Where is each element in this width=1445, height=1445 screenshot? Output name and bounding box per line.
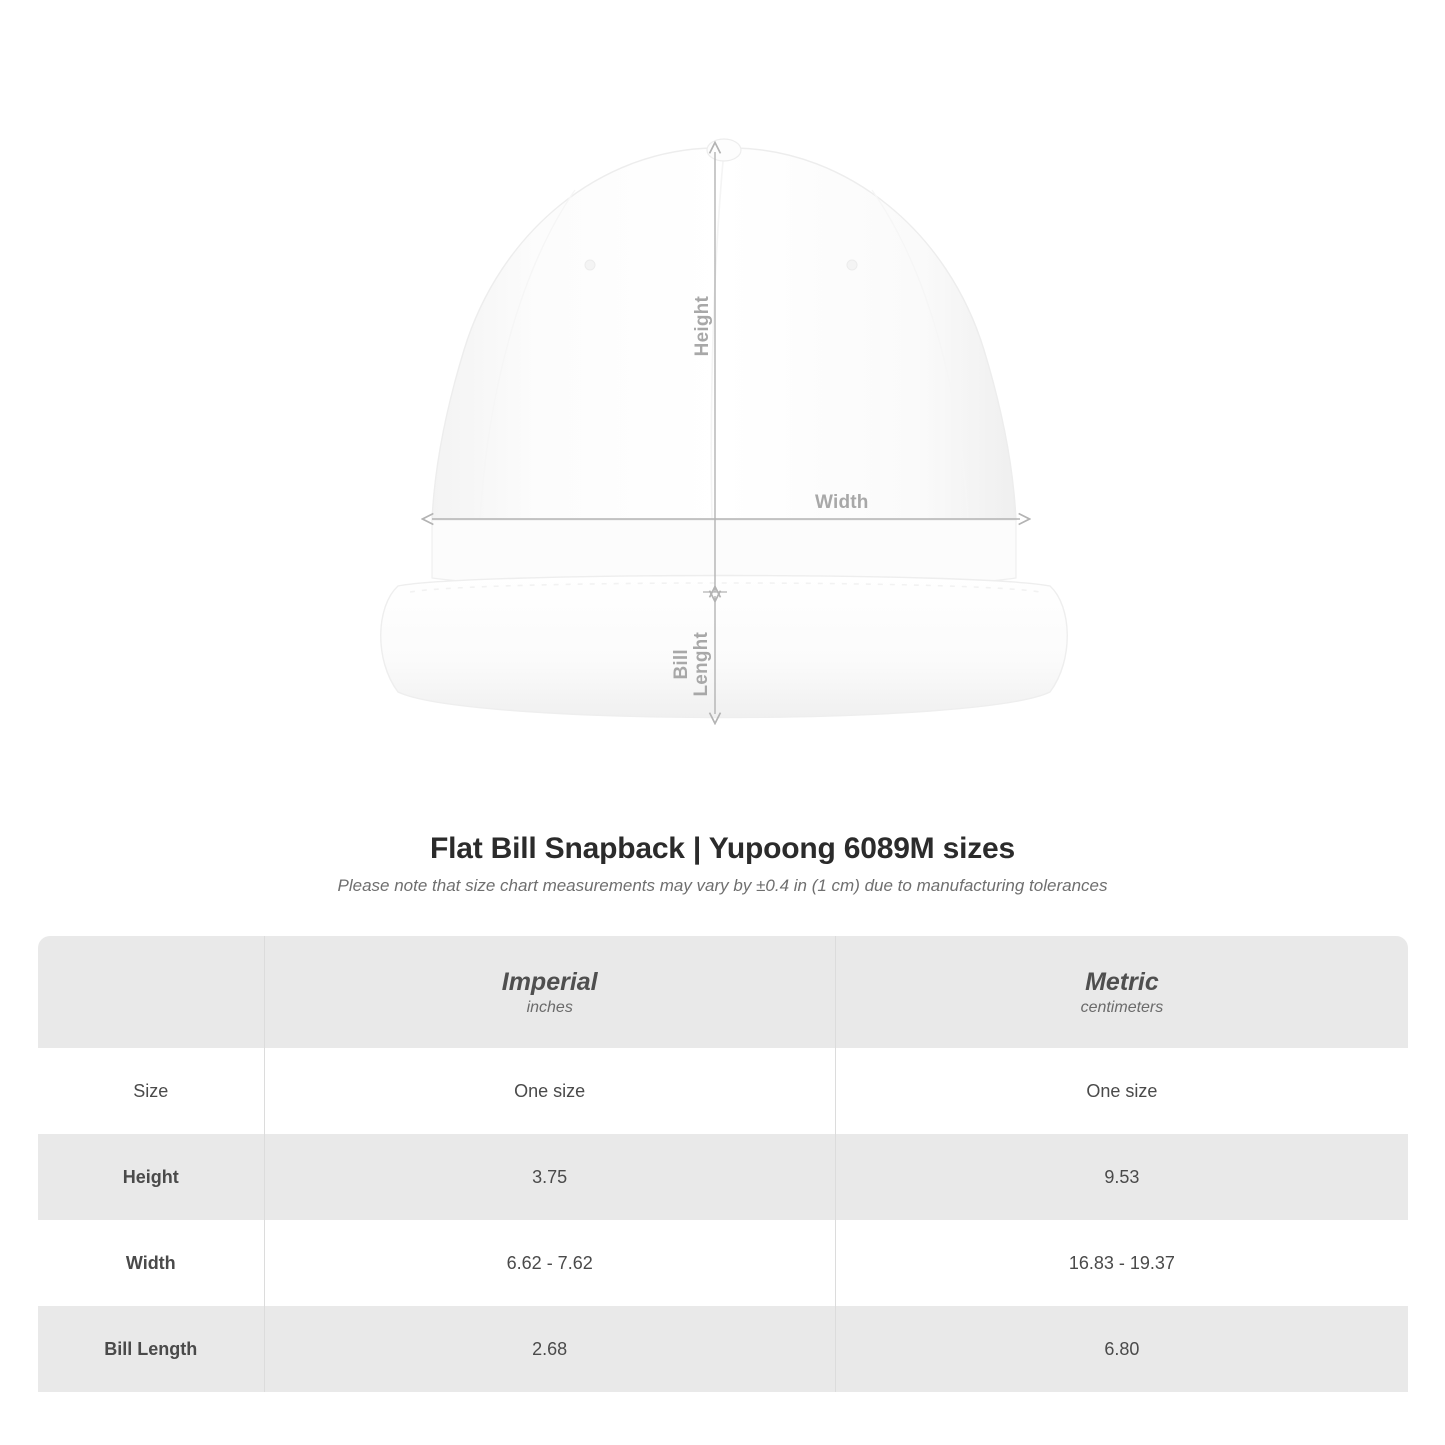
metric-system-label: Metric: [1085, 968, 1159, 996]
table-row: [38, 1220, 1408, 1306]
imperial-system-label: Imperial: [501, 968, 598, 996]
row-label-height: Height: [38, 1134, 264, 1220]
row-label-size: Size: [38, 1048, 264, 1134]
header-metric-cell: [835, 936, 1408, 1048]
tolerance-note: Please note that size chart measurements may vary by ±0.4 in (1 cm) due to manufacturing tolerances: [337, 876, 1108, 895]
cell-bill-length-metric: 6.80: [835, 1306, 1408, 1392]
bill-length-line-1: Bill: [671, 649, 692, 680]
size-table: [38, 936, 1408, 1392]
cell-width-metric: 16.83 - 19.37: [835, 1220, 1408, 1306]
imperial-unit-label: inches: [526, 999, 573, 1016]
header-imperial-cell: [264, 936, 835, 1048]
table-row: [38, 1306, 1408, 1392]
table-header-row: [38, 936, 1408, 1048]
metric-unit-label: centimeters: [1080, 999, 1164, 1016]
cell-height-imperial: 3.75: [264, 1134, 835, 1220]
cell-size-metric: One size: [835, 1048, 1408, 1134]
row-label-width: Width: [38, 1220, 264, 1306]
table-row: [38, 1134, 1408, 1220]
row-label-bill-length: Bill Length: [38, 1306, 264, 1392]
cell-width-imperial: 6.62 - 7.62: [264, 1220, 835, 1306]
width-dimension-label: Width: [815, 492, 869, 513]
cell-bill-length-imperial: 2.68: [264, 1306, 835, 1392]
bill-length-line-2: Lenght: [690, 632, 712, 697]
cell-height-metric: 9.53: [835, 1134, 1408, 1220]
height-dimension-label: Height: [692, 296, 713, 357]
table-row: [38, 1048, 1408, 1134]
size-table-wrapper: [38, 936, 1408, 1392]
bill-length-dimension-label: [672, 632, 712, 697]
cell-size-imperial: One size: [264, 1048, 835, 1134]
page-title: Flat Bill Snapback | Yupoong 6089M sizes: [429, 832, 1015, 865]
title-block: [0, 832, 1445, 896]
header-spacer-cell: [38, 936, 264, 1048]
